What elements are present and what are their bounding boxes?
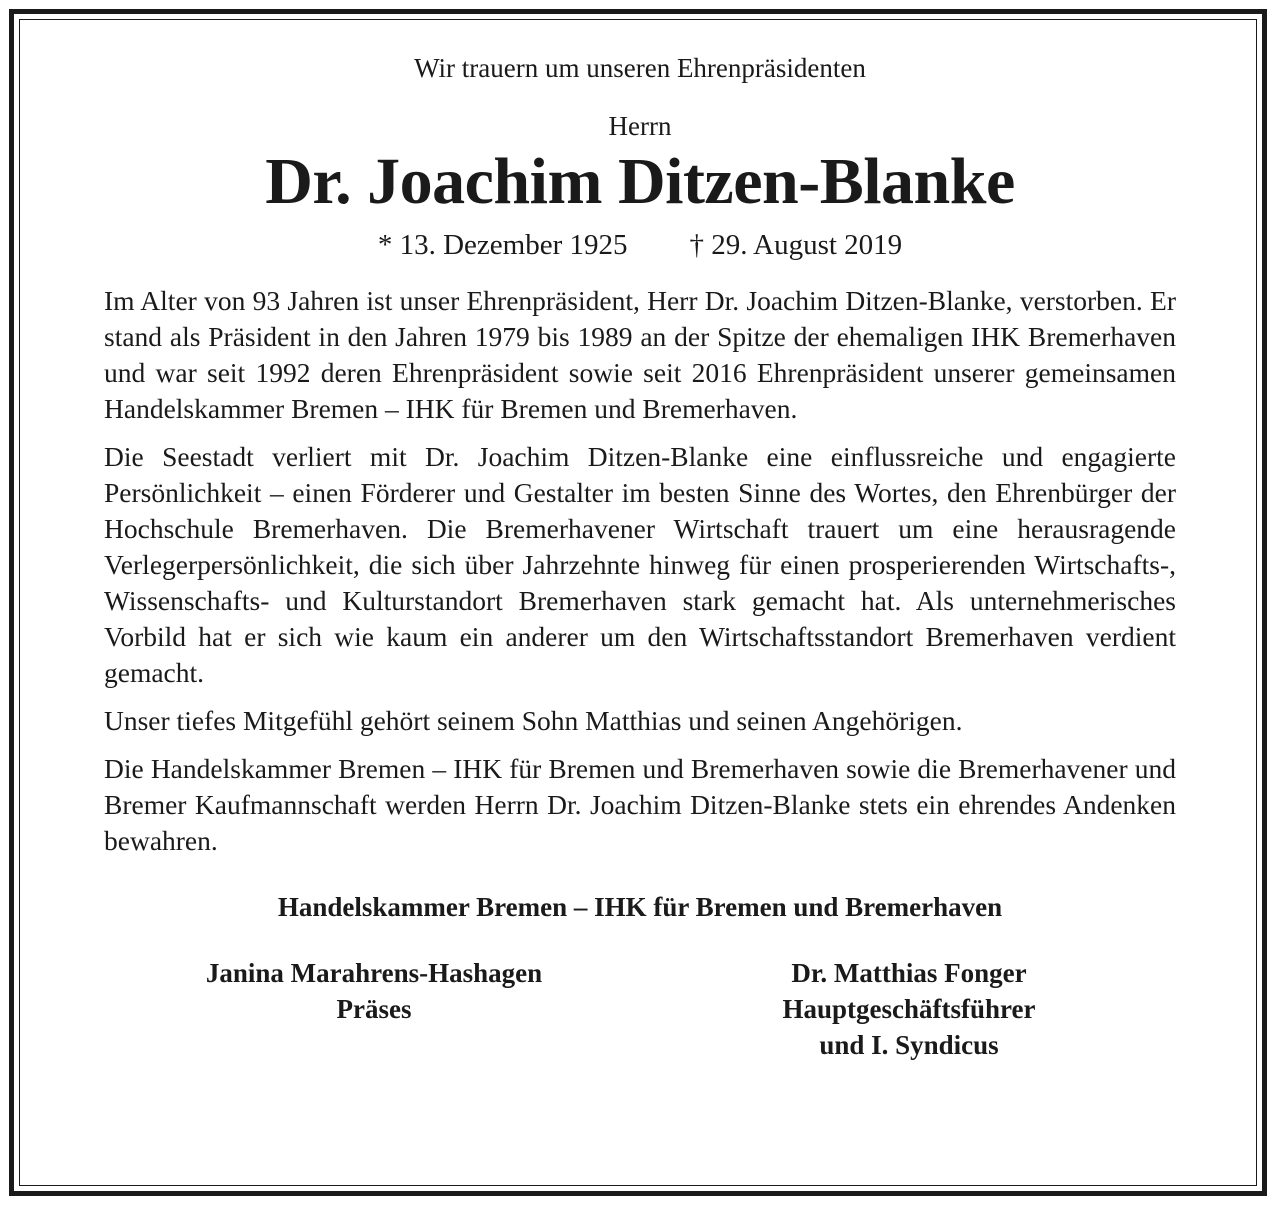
deceased-name: Dr. Joachim Ditzen-Blanke <box>265 145 1015 218</box>
life-dates <box>104 226 1176 264</box>
body-paragraph: Unser tiefes Mitgefühl gehört seinem Sohn Matthias und seinen Angehörigen. <box>104 705 963 736</box>
salutation: Herrn <box>608 111 672 141</box>
signer-title: Präses <box>336 994 412 1024</box>
intro-line: Wir trauern um unseren Ehrenpräsidenten <box>414 53 866 83</box>
body-paragraph: Die Handelskammer Bremen – IHK für Bremen und Bremerhaven sowie die Bremerhavener und Bremer Kaufmannschaft werden Herrn Dr. Joachim Ditzen-Blanke stets ein ehrendes Andenken bewahren. <box>104 753 1176 856</box>
obituary-notice <box>104 50 1176 1075</box>
signer-managing-director <box>674 955 1144 1063</box>
organization-name: Handelskammer Bremen – IHK für Bremen und Bremerhaven <box>277 892 1003 922</box>
signer-title: und I. Syndicus <box>819 1030 999 1060</box>
signer-title: Hauptgeschäftsführer <box>782 994 1036 1024</box>
birth-date: * 13. Dezember 1925 <box>377 229 628 261</box>
body-paragraph: Im Alter von 93 Jahren ist unser Ehrenpräsident, Herr Dr. Joachim Ditzen-Blanke, verstorben. Er stand als Präsident in den Jahren 1979 bis 1989 an der Spitze der ehemaligen IHK Bremerhaven und war seit 1992 deren Ehrenpräsident sowie seit 2016 Ehrenpräsident unserer gemeinsamen Handelskammer Bremen – IHK für Bremen und Bremerhaven. <box>104 285 1176 424</box>
signer-name: Dr. Matthias Fonger <box>791 958 1027 988</box>
body-paragraph: Die Seestadt verliert mit Dr. Joachim Ditzen-Blanke eine einflussreiche und engagierte Persönlichkeit – einen Förderer und Gestalter im besten Sinne des Wortes, den Ehrenbürger der Hochschule Bremerhaven. Die Bremerhavener Wirtschaft trauert um eine herausragende Verlegerpersönlichkeit, die sich über Jahrzehnte hinweg für einen prosperierenden Wirtschafts-, Wissenschafts- und Kulturstandort Bremerhaven stark gemacht hat. Als unternehmerisches Vorbild hat er sich wie kaum ein anderer um den Wirtschaftsstandort Bremerhaven verdient gemacht. <box>104 441 1176 688</box>
signature-block <box>104 955 1176 1075</box>
signer-president <box>134 955 614 1027</box>
death-date: † 29. August 2019 <box>689 229 903 261</box>
signer-name: Janina Marahrens-Hashagen <box>205 958 543 988</box>
